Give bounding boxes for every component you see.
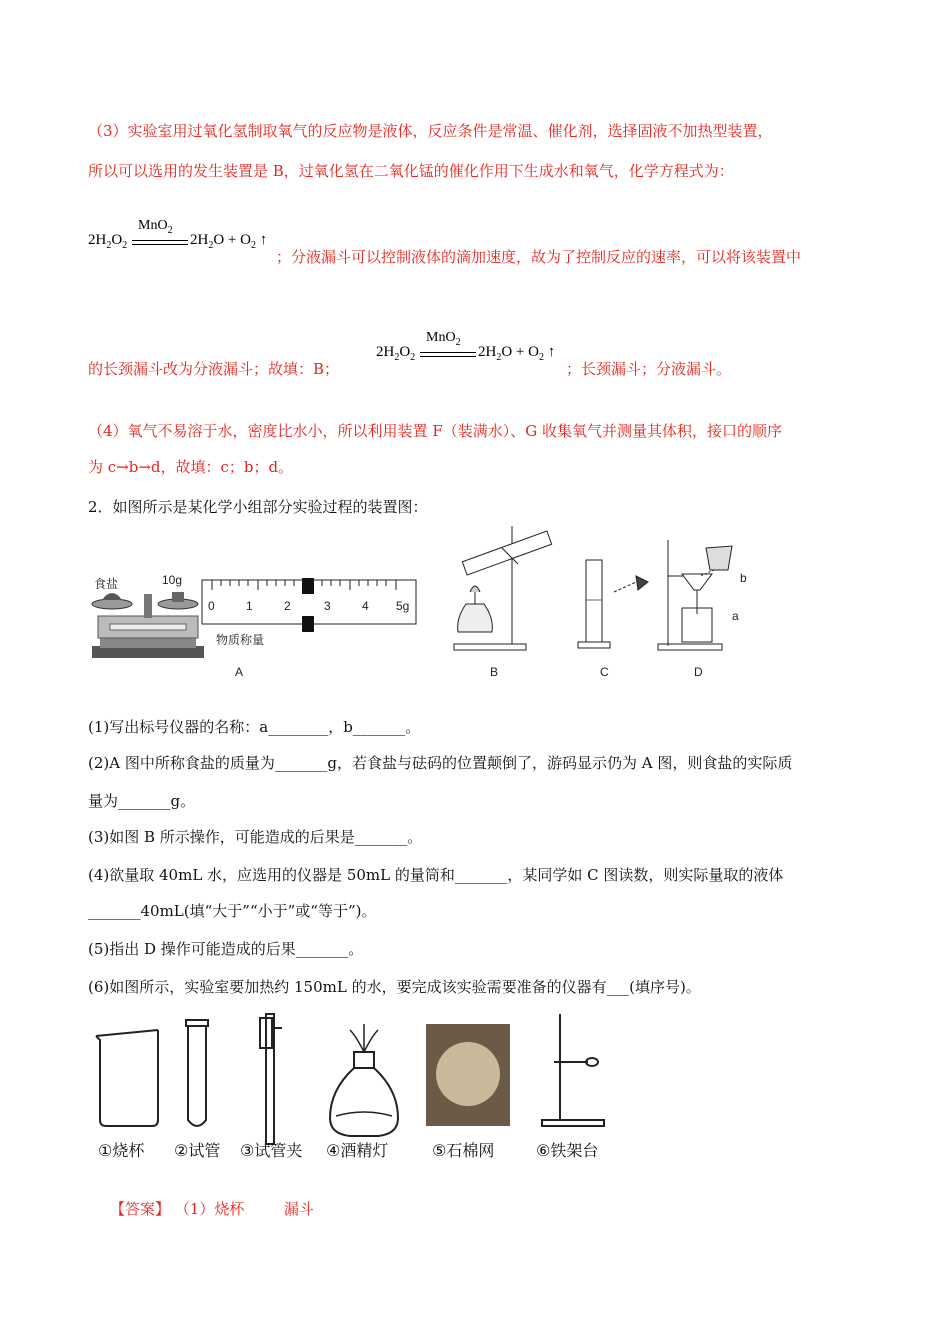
panel-label-d: D [694, 665, 703, 679]
marker-b: b [740, 571, 747, 585]
panel-label-c: C [600, 665, 609, 679]
question-5: (5)指出 D 操作可能造成的后果_______。 [88, 940, 364, 958]
ruler-tick-5: 5g [396, 599, 410, 613]
question-6: (6)如图所示，实验室要加热约 150mL 的水，要完成该实验需要准备的仪器有___(填序号)。 [88, 978, 701, 996]
question-2-line1: (2)A 图中所称食盐的质量为_______g，若食盐与砝码的位置颠倒了，游码显示仍为 A 图，则食盐的实际质 [88, 754, 793, 772]
beaker-icon [96, 1030, 158, 1126]
caption-beaker: ①烧杯 [98, 1141, 145, 1160]
rider-bottom [302, 616, 314, 632]
test-tube-clamp-icon [260, 1014, 282, 1144]
solution-p3-line1: （3）实验室用过氧化氢制取氧气的反应物是液体，反应条件是常温、催化剂，选择固液不加热型装置， [88, 122, 773, 140]
solution-p3-line4a: 的长颈漏斗改为分液漏斗；故填：B； [88, 360, 340, 378]
answer-text-2: 漏斗 [283, 1200, 314, 1218]
caption-clamp: ③试管夹 [240, 1141, 303, 1160]
question-4-line2: _______40mL(填“大于”“小于”或“等于”)。 [88, 902, 377, 920]
answer-tag: 【答案】 [110, 1200, 171, 1218]
salt-label: 食盐 [94, 577, 119, 591]
solution-p4-line2: 为 c→b→d，故填：c；b；d。 [88, 458, 294, 476]
ruler-tick-2: 2 [284, 599, 291, 613]
apparatus-figure [88, 520, 768, 690]
caption-gauze: ⑤石棉网 [432, 1141, 495, 1160]
test-tube-icon [186, 1020, 208, 1126]
chemical-equation: MnO$_2$ $2H_2O_2$ $2H_2O + O_2$ ↑ [88, 218, 268, 251]
panel-label-b: B [490, 665, 499, 679]
ruler-tick-4: 4 [362, 599, 369, 613]
chemical-equation-2: MnO$_2$ $2H_2O_2$ $2H_2O + O_2$ ↑ [376, 330, 556, 363]
instruments-figure [88, 1008, 648, 1166]
solution-p3-line4b: ；长颈漏斗；分液漏斗。 [566, 360, 732, 378]
solution-p4-line1: （4）氧气不易溶于水，密度比水小，所以利用装置 F（装满水）、G 收集氧气并测量其体积，接口的顺序 [88, 422, 782, 440]
panel-label-a: A [235, 665, 244, 679]
weight-label: 10g [162, 573, 183, 587]
ruler-tick-3: 3 [324, 599, 331, 613]
solution-p3-line3: ；分液漏斗可以控制液体的滴加速度，故为了控制反应的速率，可以将该装置中 [276, 248, 802, 266]
ruler-diagram [202, 578, 416, 647]
question-2-line2: 量为_______g。 [88, 792, 196, 810]
question-stem: 2．如图所示是某化学小组部分实验过程的装置图： [88, 498, 428, 516]
ruler-tick-1: 1 [246, 599, 253, 613]
marker-a: a [732, 609, 739, 623]
question-4-line1: (4)欲量取 40mL 水，应选用的仪器是 50mL 的量筒和_______，某同学如 C 图读数，则实际量取的液体 [88, 866, 784, 884]
ruler-tick-0: 0 [208, 599, 215, 613]
rider-top [302, 578, 314, 594]
balance-diagram [92, 573, 204, 658]
caption-alcohol-lamp: ④酒精灯 [326, 1141, 389, 1160]
caption-test-tube: ②试管 [174, 1141, 221, 1160]
iron-stand-icon [542, 1014, 604, 1126]
filtration-diagram [658, 540, 747, 650]
heating-setup-diagram [454, 526, 552, 650]
answer-line [110, 1198, 314, 1219]
cylinder-diagram [578, 560, 648, 648]
alcohol-lamp-icon [330, 1024, 398, 1136]
asbestos-gauze-icon [426, 1024, 510, 1126]
caption-iron-stand: ⑥铁架台 [536, 1141, 599, 1160]
ruler-caption: 物质称量 [216, 633, 265, 647]
solution-p3-line2: 所以可以选用的发生装置是 B，过氧化氢在二氧化锰的催化作用下生成水和氧气，化学方程式为： [88, 162, 734, 180]
question-1: (1)写出标号仪器的名称：a________，b_______。 [88, 718, 421, 736]
question-3: (3)如图 B 所示操作，可能造成的后果是_______。 [88, 828, 423, 846]
answer-text: （1）烧杯 [174, 1200, 245, 1218]
